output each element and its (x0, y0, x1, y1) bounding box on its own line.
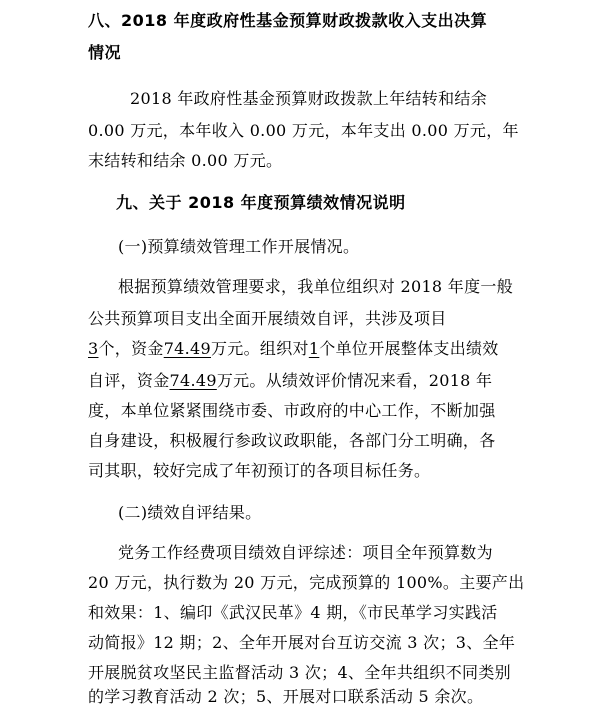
sub-2-line-1: 党务工作经费项目绩效自评综述：项目全年预算数为 (118, 543, 493, 562)
sub-1-line-5: 度，本单位紧紧围绕市委、市政府的中心工作，不断加强 (88, 401, 496, 420)
sub-1-line-3-text-c: 个单位开展整体支出绩效 (319, 339, 499, 358)
sub-1-line-2: 公共预算项目支出全面开展绩效自评，共涉及项目 (88, 309, 447, 328)
section-8-para-line-2: 0.00 万元，本年收入 0.00 万元，本年支出 0.00 万元，年 (88, 121, 519, 140)
sub-1-line-1: 根据预算绩效管理要求，我单位组织对 2018 年度一般 (118, 277, 513, 296)
sub-2-line-3: 和效果：1、编印《武汉民革》4 期，《市民革学习实践活 (88, 603, 498, 622)
section-9-heading: 九、关于 2018 年度预算绩效情况说明 (116, 193, 406, 212)
sub-1-title: (一)预算绩效管理工作开展情况。 (118, 237, 360, 256)
section-8-heading-line-2: 情况 (88, 43, 122, 62)
sub-2-line-2: 20 万元，执行数为 20 万元，完成预算的 100%。主要产出 (88, 573, 525, 592)
section-8-para-line-3: 末结转和结余 0.00 万元。 (88, 151, 283, 170)
section-8-para-line-1: 2018 年政府性基金预算财政拨款上年结转和结余 (130, 89, 488, 108)
unit-amount: 74.49 (169, 371, 217, 390)
sub-1-line-6: 自身建设，积极履行参政议政职能，各部门分工明确，各 (88, 431, 496, 450)
unit-count: 1 (308, 339, 320, 358)
sub-1-line-4 (88, 368, 492, 391)
sub-2-title: (二)绩效自评结果。 (118, 503, 262, 522)
sub-1-line-7: 司其职，较好完成了年初预订的各项目标任务。 (88, 461, 431, 480)
sub-1-line-4-text-b: 万元。从绩效评价情况来看，2018 年 (216, 371, 493, 390)
project-amount: 74.49 (163, 339, 211, 358)
sub-1-line-3 (88, 336, 499, 359)
sub-2-line-4: 动简报》12 期；2、全年开展对台互访交流 3 次；3、全年 (88, 633, 516, 652)
sub-1-line-3-text-a: 个，资金 (98, 339, 164, 358)
sub-2-line-6: 的学习教育活动 2 次；5、开展对口联系活动 5 余次。 (88, 687, 484, 706)
sub-1-line-4-text-a: 自评，资金 (88, 371, 170, 390)
project-count: 3 (88, 339, 99, 358)
sub-1-line-3-text-b: 万元。组织对 (211, 339, 309, 358)
section-8-heading-line-1: 八、2018 年度政府性基金预算财政拨款收入支出决算 (88, 11, 488, 30)
sub-2-line-5: 开展脱贫攻坚民主监督活动 3 次；4、全年共组织不同类别 (88, 663, 511, 682)
